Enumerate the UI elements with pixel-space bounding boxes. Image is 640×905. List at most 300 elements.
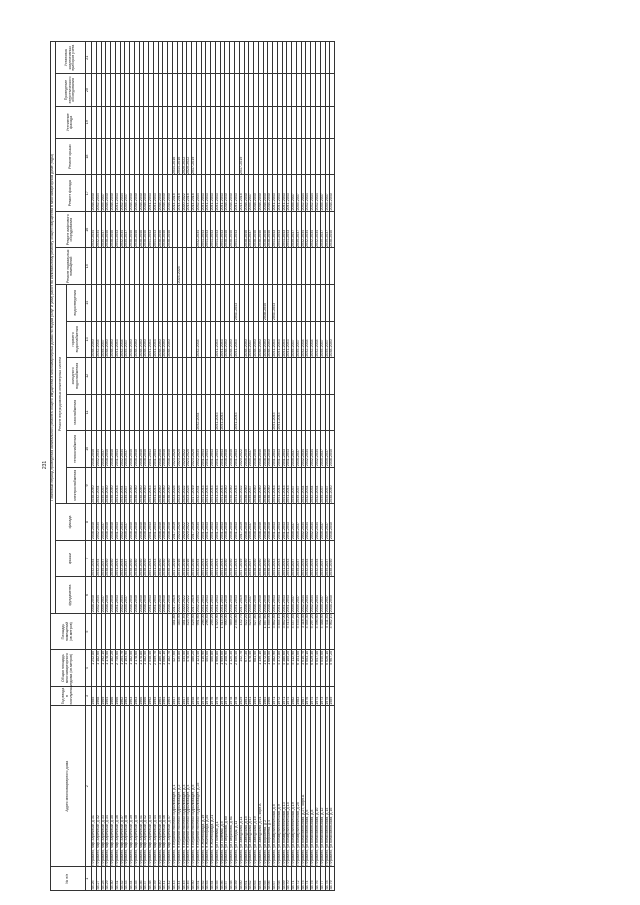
cell-c7: 2041-2043 [206, 540, 211, 577]
cell-c14: 2041-2043 [234, 285, 239, 322]
cell-addr: г.Фрязино, ул.Коммунистическая, д.5 [273, 706, 278, 867]
cell-year: 1966 [111, 686, 116, 705]
cell-c7: 2035-2037 [125, 540, 130, 577]
cell-c6: 2041-2043 [211, 577, 216, 614]
cell-c9: 2041-2043 [220, 467, 225, 504]
cell-c13: 2041-2043 [153, 321, 158, 358]
column-number: 5 [86, 613, 92, 650]
cell-c9: 2035-2037 [101, 467, 106, 504]
cell-c9: 2038-2040 [268, 467, 273, 504]
cell-n: 38.79 [330, 867, 335, 891]
cell-c9: 2038-2040 [134, 467, 139, 504]
cell-c9: 2017-2019 [192, 467, 197, 504]
cell-c7: 2038-2040 [163, 540, 168, 577]
cell-year: 1974 [311, 686, 316, 705]
col-header-15: Ремонт подвальных помещений [55, 248, 85, 285]
cell-c13: 2038-2040 [268, 321, 273, 358]
cell-c16: 2038-2040 [144, 211, 149, 248]
cell-c10: 2023-2025 [173, 431, 178, 468]
cell-addr: г.Фрязино, мкр.Заречный, д.46 [163, 706, 168, 867]
cell-area: 5 112,90 [292, 650, 297, 687]
cell-room: 991,60 [196, 613, 201, 650]
cell-c17: 2038-2040 [92, 175, 97, 212]
cell-c6: 2032-2034 [311, 577, 316, 614]
cell-c7: 2038-2040 [330, 540, 335, 577]
cell-c17: 2038-2040 [268, 175, 273, 212]
cell-addr: г.Фрязино, ул.Заводская, д.15 [244, 706, 249, 867]
cell-c13: 2038-2040 [254, 321, 259, 358]
cell-c18: 2020-2022 [187, 138, 192, 175]
cell-c8: 2038-2040 [139, 504, 144, 541]
cell-area: 1 672,00 [263, 650, 268, 687]
cell-c7: 2041-2043 [115, 540, 120, 577]
cell-c13: 2038-2040 [163, 321, 168, 358]
cell-c13: 2041-2043 [287, 321, 292, 358]
cell-c10: 2038-2040 [254, 431, 259, 468]
cell-year: 1962 [120, 686, 125, 705]
cell-c9: 2020-2022 [182, 467, 187, 504]
cell-c13: 2041-2043 [220, 321, 225, 358]
cell-c11: 2041-2043 [220, 394, 225, 431]
cell-c16: 2038-2040 [263, 211, 268, 248]
cell-c6: 2038-2040 [330, 577, 335, 614]
column-number: 15 [86, 248, 92, 285]
cell-c17: 2041-2043 [287, 175, 292, 212]
cell-c7: 2032-2034 [96, 540, 101, 577]
cell-year: 1964 [168, 686, 173, 705]
cell-c6: 2038-2040 [168, 577, 173, 614]
cell-c6: 2035-2037 [292, 577, 297, 614]
cell-addr: г.Фрязино, мкр.Заречный, д.43 [149, 706, 154, 867]
cell-room: 4 354,30 [306, 613, 311, 650]
cell-c9: 2035-2037 [292, 467, 297, 504]
cell-c6: 2041-2043 [220, 577, 225, 614]
cell-addr: г.Фрязино, ул.Полевая, д.1 [215, 706, 220, 867]
col-header-12: холодного водоснабжения [67, 358, 86, 395]
cell-c6: 2038-2040 [163, 577, 168, 614]
cell-addr: г.Фрязино, мкр.Заречный, д.39 [130, 706, 135, 867]
cell-area: 1 180,10 [158, 650, 163, 687]
cell-c6: 2017-2019 [192, 577, 197, 614]
cell-c12 [330, 358, 335, 395]
column-number: 7 [86, 540, 92, 577]
cell-c17: 2035-2037 [325, 175, 330, 212]
cell-n: 38.35 [134, 867, 139, 891]
cell-c6: 2041-2043 [273, 577, 278, 614]
cell-c7: 2038-2040 [106, 540, 111, 577]
cell-c9: 2035-2037 [325, 467, 330, 504]
cell-c11: 2032-2034 [196, 394, 201, 431]
cell-c11: 2041-2043 [215, 394, 220, 431]
cell-area: 2 559,70 [153, 650, 158, 687]
cell-year: 1975 [225, 686, 230, 705]
cell-c7: 2014-2016 [192, 540, 197, 577]
cell-c17: 2014-2016 [239, 175, 244, 212]
cell-n: 38.63 [254, 867, 259, 891]
cell-c14 [330, 285, 335, 322]
cell-c17: 2041-2043 [149, 175, 154, 212]
cell-year: 1989 [330, 686, 335, 705]
cell-c17: 2041-2043 [115, 175, 120, 212]
cell-c10: 2032-2034 [311, 431, 316, 468]
cell-c17: 2041-2043 [211, 175, 216, 212]
cell-c14: 2038-2040 [263, 285, 268, 322]
cell-c9: 2032-2034 [196, 467, 201, 504]
cell-year: 1964 [263, 686, 268, 705]
cell-c8: 2035-2037 [320, 504, 325, 541]
cell-c16: 2035-2037 [125, 211, 130, 248]
cell-c8: 2038-2040 [263, 504, 268, 541]
cell-n: 38.39 [153, 867, 158, 891]
cell-addr: г.Фрязино, ул.Королева, д.4 [268, 706, 273, 867]
cell-c7: 2014-2016 [177, 540, 182, 577]
cell-c7: 2038-2040 [230, 540, 235, 577]
cell-room: 381,80 [173, 613, 178, 650]
column-number: 6 [86, 577, 92, 614]
cell-c8: 2032-2034 [315, 504, 320, 541]
cell-year: 1947 [182, 686, 187, 705]
cell-c16: 2032-2034 [301, 211, 306, 248]
cell-c9: 2020-2022 [239, 467, 244, 504]
cell-year: 1993 [153, 686, 158, 705]
cell-c13: 2035-2037 [101, 321, 106, 358]
cell-c13: 2032-2034 [301, 321, 306, 358]
cell-c10: 2041-2043 [220, 431, 225, 468]
cell-c7: 2032-2034 [196, 540, 201, 577]
cell-c9: 2038-2040 [258, 467, 263, 504]
cell-c10: 2041-2043 [277, 431, 282, 468]
cell-area: 427,60 [173, 650, 178, 687]
cell-addr: г.Фрязино, ул.Комсомольская, д.10 [315, 706, 320, 867]
cell-n: 38.36 [139, 867, 144, 891]
cell-area: 1 136,10 [258, 650, 263, 687]
cell-c10: 2041-2043 [234, 431, 239, 468]
cell-c13: 2035-2037 [292, 321, 297, 358]
cell-c10: 2023-2025 [187, 431, 192, 468]
cell-addr: г.Фрязино, ул.Королева, д.2 [263, 706, 268, 867]
cell-c9: 2041-2043 [277, 467, 282, 504]
cell-area: 1 182,20 [111, 650, 116, 687]
cell-area: 142,70 [239, 650, 244, 687]
cell-c7: 2041-2043 [211, 540, 216, 577]
cell-year: 1963 [134, 686, 139, 705]
cell-c16: 2038-2040 [158, 211, 163, 248]
cell-c16: 2038-2040 [330, 211, 335, 248]
cell-c6: 2038-2040 [254, 577, 259, 614]
cell-c9: 2032-2034 [96, 467, 101, 504]
cell-n: 38.26 [92, 867, 97, 891]
cell-c6: 2041-2043 [149, 577, 154, 614]
cell-area: 6 105,20 [287, 650, 292, 687]
cell-c6: 2038-2040 [111, 577, 116, 614]
col-header-14: водоотведения [67, 285, 86, 322]
column-number: 11 [86, 394, 92, 431]
cell-year: 1976 [215, 686, 220, 705]
cell-c10: 2032-2034 [120, 431, 125, 468]
cell-c8: 2041-2043 [287, 504, 292, 541]
cell-c7: 2038-2040 [268, 540, 273, 577]
cell-c17: 2038-2040 [330, 175, 335, 212]
cell-n: 38.66 [268, 867, 273, 891]
cell-n: 38.30 [111, 867, 116, 891]
cell-addr: г.Фрязино, п.Верхний поселок Гидролизацин, д.4 [187, 706, 192, 867]
column-number: 18 [86, 138, 92, 175]
cell-year: 1976 [211, 686, 216, 705]
cell-addr: г.Фрязино, ул.Заводская, д.17 [249, 706, 254, 867]
cell-c16: 2041-2043 [287, 211, 292, 248]
cell-c8: 2032-2034 [96, 504, 101, 541]
cell-c15: 2023-2025 [177, 248, 182, 285]
cell-c17: 2035-2037 [101, 175, 106, 212]
cell-c17: 2035-2037 [249, 175, 254, 212]
cell-addr: г.Фрязино, ул.Комсомольская, д.27, корп.А [301, 706, 306, 867]
cell-n: 38.64 [258, 867, 263, 891]
cell-c13: 2032-2034 [120, 321, 125, 358]
cell-c10: 2023-2025 [192, 431, 197, 468]
cell-year: 1974 [287, 686, 292, 705]
cell-addr: г.Фрязино, п.Верхний поселок Гидролизацин, д.3 [182, 706, 187, 867]
cell-n: 38.42 [168, 867, 173, 891]
cell-room: 1 465,00 [268, 613, 273, 650]
cell-c9: 2041-2043 [115, 467, 120, 504]
cell-c7: 2038-2040 [158, 540, 163, 577]
cell-c6: 2038-2040 [106, 577, 111, 614]
cell-c8: 2041-2043 [215, 504, 220, 541]
cell-year: 1976 [206, 686, 211, 705]
cell-area: 4 380,60 [282, 650, 287, 687]
cell-year: 1971 [282, 686, 287, 705]
cell-n: 38.65 [263, 867, 268, 891]
cell-c9: 2038-2040 [244, 467, 249, 504]
cell-c9: 2023-2025 [187, 467, 192, 504]
cell-c8: 2038-2040 [92, 504, 97, 541]
column-number: 17 [86, 175, 92, 212]
cell-c7: 2032-2034 [120, 540, 125, 577]
cell-addr: г.Фрязино, мкр.Заречный, д.45 [158, 706, 163, 867]
cell-c13: 2035-2037 [249, 321, 254, 358]
cell-c17: 2014-2016 [177, 175, 182, 212]
cell-c6: 2035-2037 [325, 577, 330, 614]
cell-c7: 2035-2037 [249, 540, 254, 577]
cell-year: 1970 [196, 686, 201, 705]
cell-c10: 2038-2040 [92, 431, 97, 468]
cell-c7: 2041-2043 [220, 540, 225, 577]
cell-c13: 2032-2034 [306, 321, 311, 358]
cell-room: 5 297,20 [311, 613, 316, 650]
cell-c10: 2041-2043 [287, 431, 292, 468]
cell-c9: 2035-2037 [320, 467, 325, 504]
cell-c7: 2041-2043 [287, 540, 292, 577]
cell-n: 38.70 [287, 867, 292, 891]
cell-c17: 2041-2043 [234, 175, 239, 212]
cell-addr: г.Фрязино, ул.Комсомольская, д.14 [325, 706, 330, 867]
cell-c9: 2032-2034 [301, 467, 306, 504]
cell-area: 6 151,00 [296, 650, 301, 687]
column-number: 20 [86, 74, 92, 106]
cell-c6: 2041-2043 [234, 577, 239, 614]
cell-c6: 2041-2043 [153, 577, 158, 614]
cell-c13: 2038-2040 [134, 321, 139, 358]
cell-c9: 2041-2043 [211, 467, 216, 504]
cell-c13: 2038-2040 [168, 321, 173, 358]
cell-n: 38.71 [292, 867, 297, 891]
cell-c17: 2038-2040 [106, 175, 111, 212]
cell-c16: 2032-2034 [96, 211, 101, 248]
cell-c10: 2038-2040 [230, 431, 235, 468]
col-header-11: газоснабжения [67, 394, 86, 431]
cell-addr: г.Фрязино, мкр.Заречный, д.36 [115, 706, 120, 867]
cell-c6: 2035-2037 [320, 577, 325, 614]
cell-c7: 2038-2040 [263, 540, 268, 577]
cell-c17: 2032-2034 [315, 175, 320, 212]
cell-area: 3 610,70 [301, 650, 306, 687]
cell-addr: г.Фрязино, мкр.Заречный, д.32 [96, 706, 101, 867]
cell-c10: 2020-2022 [239, 431, 244, 468]
cell-c6: 2041-2043 [201, 577, 206, 614]
cell-c7: 2032-2034 [311, 540, 316, 577]
cell-c7: 2014-2016 [182, 540, 187, 577]
cell-addr: г.Фрязино, ул.Коммунистическая, д.25 [296, 706, 301, 867]
cell-year: 1966 [139, 686, 144, 705]
cell-area: 1 182,70 [168, 650, 173, 687]
cell-year: 1951 [244, 686, 249, 705]
cell-c13: 2041-2043 [273, 321, 278, 358]
cell-c6: 2041-2043 [287, 577, 292, 614]
cell-c17: 2035-2037 [320, 175, 325, 212]
col-header-19: Утепление фасада [55, 106, 85, 138]
cell-c17: 2038-2040 [254, 175, 259, 212]
cell-n: 38.69 [282, 867, 287, 891]
cell-c8: 2038-2040 [144, 504, 149, 541]
cell-c17: 2038-2040 [225, 175, 230, 212]
cell-c16: 2041-2043 [153, 211, 158, 248]
cell-c9: 2038-2040 [130, 467, 135, 504]
cell-c9: 2032-2034 [120, 467, 125, 504]
cell-c16: 2032-2034 [92, 211, 97, 248]
cell-room: 3 862,50 [273, 613, 278, 650]
cell-c17: 2038-2040 [163, 175, 168, 212]
cell-c7: 2041-2043 [201, 540, 206, 577]
cell-year: 1956 [187, 686, 192, 705]
cell-area: 6 026,10 [325, 650, 330, 687]
cell-c10: 2032-2034 [315, 431, 320, 468]
cell-c16: 2035-2037 [249, 211, 254, 248]
cell-c7: 2032-2034 [315, 540, 320, 577]
cell-addr: г.Фрязино, п.Верхний поселок Гидролизацин, д.5 [192, 706, 197, 867]
cell-c13: 2038-2040 [106, 321, 111, 358]
cell-c16: 2038-2040 [230, 211, 235, 248]
cell-c16: 2035-2037 [320, 211, 325, 248]
cell-area: 1 192,10 [101, 650, 106, 687]
cell-c6: 2032-2034 [301, 577, 306, 614]
cell-area: 1 669,50 [268, 650, 273, 687]
cell-area: 1 378,80 [139, 650, 144, 687]
cell-c11: 2041-2043 [277, 394, 282, 431]
cell-c8: 2038-2040 [330, 504, 335, 541]
cell-c10: 2035-2037 [296, 431, 301, 468]
cell-area: 404,00 [206, 650, 211, 687]
col-header-8: фасада [55, 504, 85, 541]
cell-c13: 2035-2037 [320, 321, 325, 358]
cell-c13: 2038-2040 [158, 321, 163, 358]
cell-addr: г.Фрязино, ул.Полевая, д.5 [220, 706, 225, 867]
cell-c8: 2038-2040 [163, 504, 168, 541]
cell-room: 989,20 [230, 613, 235, 650]
cell-c13: 2035-2037 [296, 321, 301, 358]
cell-n: 38.34 [130, 867, 135, 891]
cell-addr: г.Фрязино, мкр.Заречный, д.42 [144, 706, 149, 867]
cell-room: 1 467,60 [263, 613, 268, 650]
cell-c9: 2038-2040 [106, 467, 111, 504]
cell-c13: 2041-2043 [215, 321, 220, 358]
cell-c10: 2038-2040 [163, 431, 168, 468]
cell-c6: 2038-2040 [134, 577, 139, 614]
cell-addr: г.Фрязино, ул.Комсомольская, д.6 [306, 706, 311, 867]
cell-year: 1978 [234, 686, 239, 705]
cell-c16: 2038-2040 [139, 211, 144, 248]
cell-c17: 2032-2034 [311, 175, 316, 212]
cell-c16: 2038-2040 [106, 211, 111, 248]
cell-c10: 2035-2037 [292, 431, 297, 468]
cell-c16: 2038-2040 [254, 211, 259, 248]
col-header-4: Общая площадь многоквартирного дома (кв.метров) [51, 650, 86, 687]
cell-c8: 2023-2025 [177, 504, 182, 541]
cell-addr: г.Фрязино, мкр.Заречный, д.33 [101, 706, 106, 867]
cell-year: 1976 [306, 686, 311, 705]
cell-c8: 2032-2034 [306, 504, 311, 541]
cell-c16: 2035-2037 [101, 211, 106, 248]
cell-c17: 2038-2040 [263, 175, 268, 212]
cell-c8: 2038-2040 [230, 504, 235, 541]
cell-c16: 2041-2043 [234, 211, 239, 248]
cell-c9: 2041-2043 [206, 467, 211, 504]
cell-c17: 2014-2016 [192, 175, 197, 212]
cell-c7: 2038-2040 [225, 540, 230, 577]
cell-area: 1 182,60 [96, 650, 101, 687]
col-header-18: Ремонт крыши [55, 138, 85, 175]
col-header-7: крыши [55, 540, 85, 577]
cell-addr: г.Фрязино, п.Жолтоорада, д.21 [211, 706, 216, 867]
cell-c8: 2038-2040 [258, 504, 263, 541]
cell-c8: 2041-2043 [220, 504, 225, 541]
column-number: 14 [86, 285, 92, 322]
cell-c8: 2041-2043 [234, 504, 239, 541]
cell-c17: 2038-2040 [134, 175, 139, 212]
cell-c9: 2041-2043 [282, 467, 287, 504]
table-body [92, 42, 335, 891]
cell-c9: 2041-2043 [153, 467, 158, 504]
cell-c10: 2035-2037 [325, 431, 330, 468]
cell-n: 38.56 [220, 867, 225, 891]
table-row [330, 42, 335, 891]
cell-c6: 2038-2040 [258, 577, 263, 614]
cell-c8: 2041-2043 [273, 504, 278, 541]
cell-c8: 2038-2040 [158, 504, 163, 541]
cell-year: 1964 [158, 686, 163, 705]
cell-c17: 2041-2043 [153, 175, 158, 212]
cell-c9: 2038-2040 [230, 467, 235, 504]
cell-n: 38.45 [182, 867, 187, 891]
cell-c17: 2041-2043 [215, 175, 220, 212]
cell-c13: 2032-2034 [315, 321, 320, 358]
cell-addr: г.Фрязино, ул.Коммунистическая, д.19 [292, 706, 297, 867]
cell-year: 1946 [177, 686, 182, 705]
cell-area: 1 382,50 [144, 650, 149, 687]
cell-area: 2 740,60 [115, 650, 120, 687]
cell-c10: 2038-2040 [130, 431, 135, 468]
cell-c10: 2035-2037 [249, 431, 254, 468]
cell-n: 38.61 [244, 867, 249, 891]
